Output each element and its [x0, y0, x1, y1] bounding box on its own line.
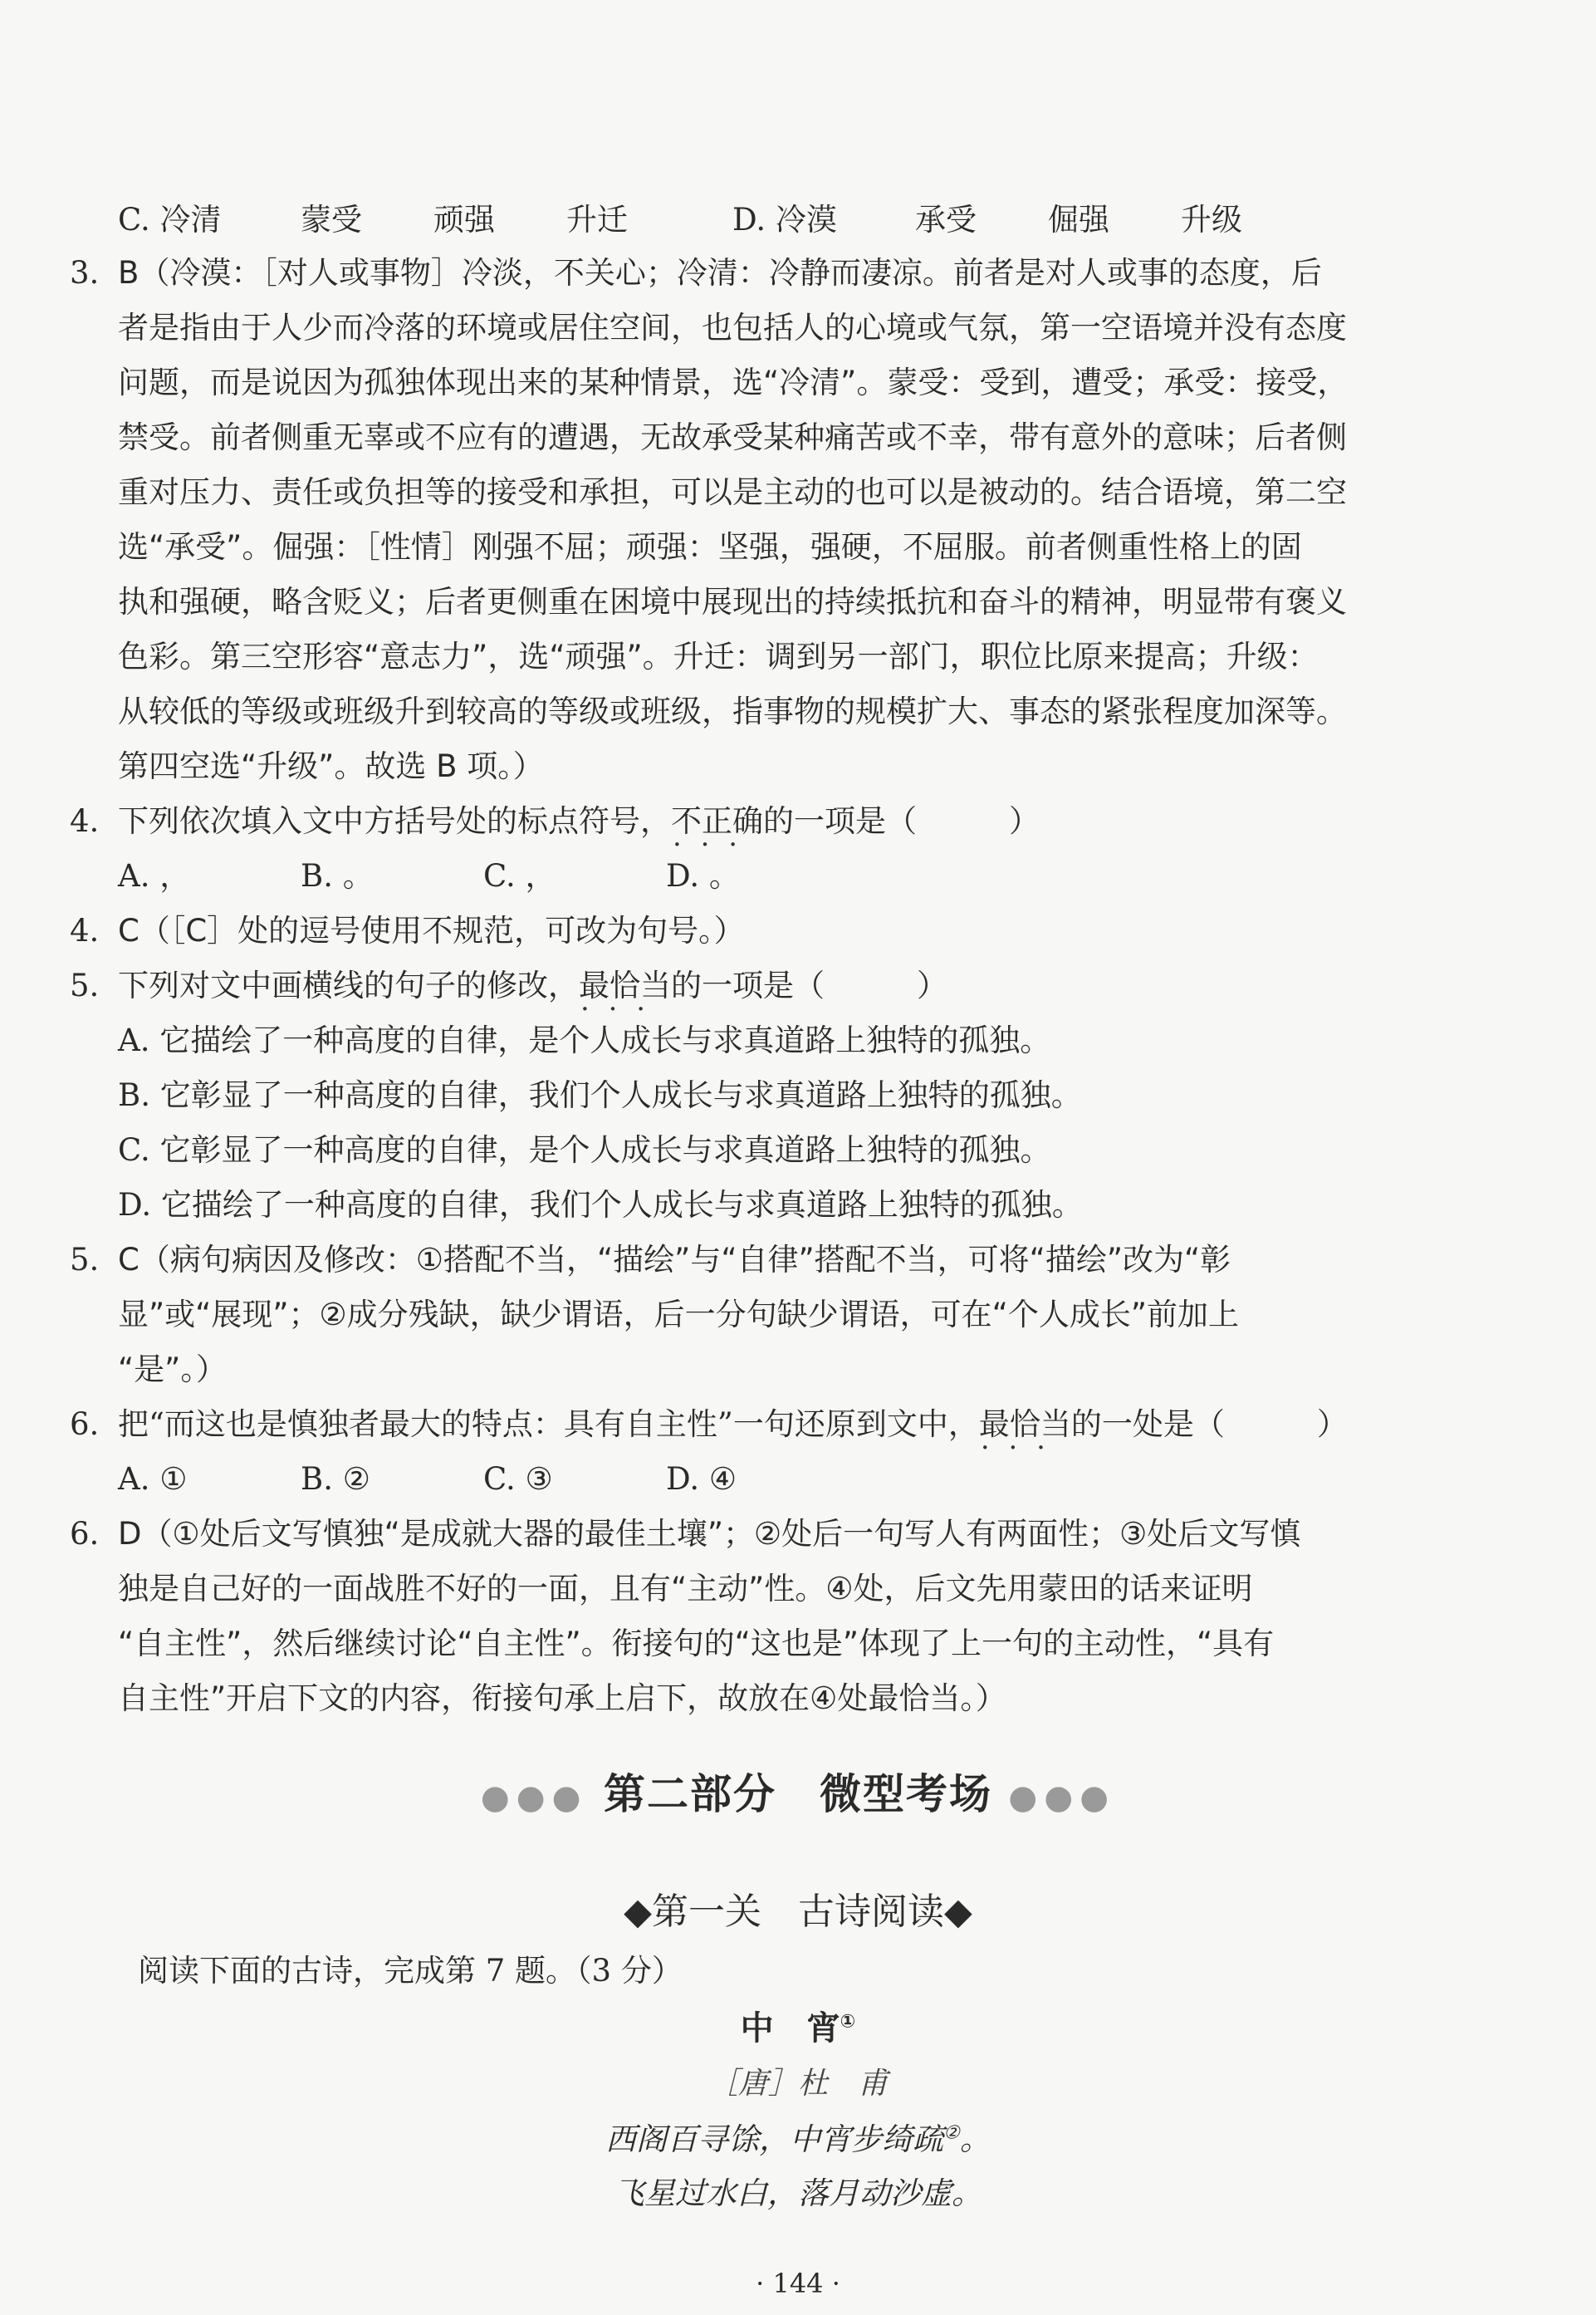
q6-stem-before: 把“而这也是慎独者最大的特点：具有自主性”一句还原到文中， — [118, 1406, 979, 1442]
poem-line-2: 飞星过水白，落月动沙虚。 — [614, 2175, 982, 2211]
q3-answer-line-1: B（冷漠：［对人或事物］冷淡，不关心；冷清：冷静而凄凉。前者是对人或事的态度，后 — [118, 255, 1322, 291]
poem-line-1-text: 西阁百寻馀，中宵步绮疏 — [605, 2121, 944, 2157]
q3-option-d-2: 承受 — [915, 202, 977, 238]
q6-stem-emphasis: 最恰当 · · · — [979, 1397, 1071, 1452]
q6-answer-line-2: 独是自己好的一面战胜不好的一面，且有“主动”性。④处，后文先用蒙田的话来证明 — [118, 1571, 1253, 1606]
q3-answer-line-2: 者是指由于人少而冷落的环境或居住空间，也包括人的心境或气氛，第一空语境并没有态度 — [118, 310, 1347, 346]
q3-option-d-4: 升级 — [1181, 202, 1242, 238]
q4-stem-emphasis: 不正确 · · · — [671, 794, 763, 849]
q5-number: 5. — [70, 968, 100, 1003]
section-heading-title: 第二部分 微型考场 — [604, 1770, 992, 1818]
q4-option-b: B. 。 — [301, 858, 374, 894]
q3-answer-number: 3. — [70, 255, 100, 291]
q3-option-d-1: D. 冷漠 — [732, 202, 837, 238]
q6-answer-line-4: 自主性”开启下文的内容，衔接句承上启下，故放在④处最恰当。） — [118, 1680, 1006, 1716]
poem-title-text: 中 宵 — [740, 2009, 840, 2048]
q4-number: 4. — [70, 803, 100, 839]
q4-options — [118, 849, 1480, 904]
poem-instruction: 阅读下面的古诗，完成第 7 题。（3 分） — [138, 1953, 683, 1989]
q6-answer-line-3: “自主性”，然后继续讨论“自主性”。衔接句的“这也是”体现了上一句的主动性，“具有 — [118, 1626, 1275, 1661]
q4-option-a: A. ， — [118, 858, 191, 894]
poem-line-1 — [0, 2114, 1596, 2159]
q5-answer-line-1: C（病句病因及修改：①搭配不当，“描绘”与“自律”搭配不当，可将“描绘”改为“彰 — [118, 1242, 1231, 1278]
q6-option-d: D. ④ — [666, 1461, 737, 1497]
q3-answer-line-10: 第四空选“升级”。故选 B 项。） — [118, 748, 544, 784]
q3-option-d-3: 倔强 — [1048, 202, 1109, 238]
q5-stem — [118, 959, 1480, 1013]
q5-option-c: C. 它彰显了一种高度的自律，是个人成长与求真道路上独特的孤独。 — [118, 1132, 1051, 1168]
q3-answer-line-8: 色彩。第三空形容“意志力”，选“顽强”。升迁：调到另一部门，职位比原来提高；升级： — [118, 639, 1319, 674]
q5-stem-emphasis: 最恰当 · · · — [579, 959, 671, 1013]
q4-answer-number: 4. — [70, 913, 100, 949]
q5-option-d: D. 它描绘了一种高度的自律，我们个人成长与求真道路上独特的孤独。 — [118, 1187, 1083, 1223]
q5-answer-number: 5. — [70, 1242, 100, 1278]
q5-stem-before: 下列对文中画横线的句子的修改， — [118, 968, 579, 1003]
q4-answer-text: C（［C］处的逗号使用不规范，可改为句号。） — [118, 913, 745, 949]
q5-option-a: A. 它描绘了一种高度的自律，是个人成长与求真道路上独特的孤独。 — [118, 1023, 1051, 1058]
q3-answer-line-9: 从较低的等级或班级升到较高的等级或班级，指事物的规模扩大、事态的紧张程度加深等。 — [118, 694, 1347, 729]
section-heading — [0, 1761, 1596, 1821]
page-number: · 144 · — [756, 2268, 840, 2299]
q4-option-c: C. ， — [483, 858, 556, 894]
q4-stem — [118, 794, 1480, 849]
q4-option-d: D. 。 — [666, 858, 740, 894]
section-heading-dots-right: ●●● — [1008, 1778, 1116, 1817]
q5-option-b: B. 它彰显了一种高度的自律，我们个人成长与求真道路上独特的孤独。 — [118, 1077, 1082, 1113]
q5-answer-line-2: 显”或“展现”；②成分残缺，缺少谓语，后一分句缺少谓语，可在“个人成长”前加上 — [118, 1297, 1240, 1332]
q6-answer-line-1: D（①处后文写慎独“是成就大器的最佳土壤”；②处后一句写人有两面性；③处后文写慎 — [118, 1516, 1301, 1552]
q6-option-b: B. ② — [301, 1461, 370, 1497]
q6-answer-number: 6. — [70, 1516, 100, 1552]
poem-line-1-end: 。 — [959, 2121, 991, 2157]
poem-author: ［唐］杜 甫 — [707, 2067, 888, 2101]
q3-answer-line-6: 选“承受”。倔强：［性情］刚强不屈；顽强：坚强，强硬，不屈服。前者侧重性格上的固 — [118, 529, 1302, 565]
q4-stem-after: 的一项是（ ） — [763, 803, 1040, 839]
q3-answer-line-5: 重对压力、责任或负担等的接受和承担，可以是主动的也可以是被动的。结合语境，第二空 — [118, 474, 1347, 510]
subsection-heading: ◆第一关 古诗阅读◆ — [624, 1891, 972, 1933]
q6-option-a: A. ① — [118, 1461, 188, 1497]
q6-options — [118, 1452, 1480, 1507]
q5-stem-after: 的一项是（ ） — [671, 968, 947, 1003]
poem-title — [0, 2002, 1596, 2049]
q3-options-cd — [118, 193, 1480, 248]
q6-stem — [118, 1397, 1480, 1452]
poem-line-1-note: ② — [943, 2122, 960, 2144]
section-heading-dots-left: ●●● — [480, 1778, 588, 1817]
q6-option-c: C. ③ — [483, 1461, 553, 1497]
q3-option-c-4: 升迁 — [566, 202, 628, 238]
q3-option-c-3: 顽强 — [433, 202, 495, 238]
q5-answer-line-3: “是”。） — [118, 1351, 227, 1387]
q3-option-c-1: C. 冷清 — [118, 202, 222, 238]
q3-option-c-2: 蒙受 — [301, 202, 362, 238]
q6-number: 6. — [70, 1406, 100, 1442]
poem-title-note: ① — [840, 2011, 856, 2033]
q4-stem-before: 下列依次填入文中方括号处的标点符号， — [118, 803, 671, 839]
q3-answer-line-7: 执和强硬，略含贬义；后者更侧重在困境中展现出的持续抵抗和奋斗的精神，明显带有褒义 — [118, 584, 1347, 620]
q3-answer-line-4: 禁受。前者侧重无辜或不应有的遭遇，无故承受某种痛苦或不幸，带有意外的意味；后者侧 — [118, 419, 1347, 455]
q3-answer-line-3: 问题，而是说因为孤独体现出来的某种情景，选“冷清”。蒙受：受到，遭受；承受：接受， — [118, 365, 1349, 400]
q6-stem-after: 的一处是（ ） — [1070, 1406, 1348, 1442]
